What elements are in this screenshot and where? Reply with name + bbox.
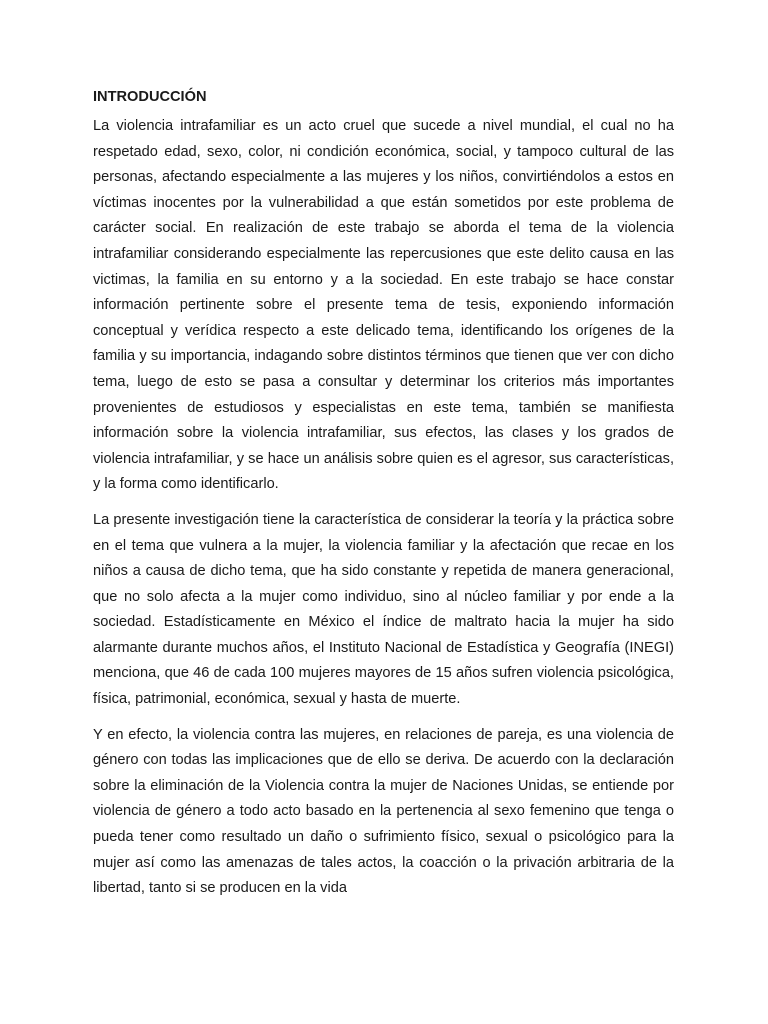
document-body	[93, 86, 674, 912]
section-heading: INTRODUCCIÓN	[93, 89, 207, 105]
paragraph-3: Y en efecto, la violencia contra las mujeres, en relaciones de pareja, es una violencia de género con todas las implicaciones que de ello se deriva. De acuerdo con la declaración sobre la eliminación de la Violencia contra la mujer de Naciones Unidas, se entiende por violencia de género a todo acto basado en la pertenencia al sexo femenino que tenga o pueda tener como resultado un daño o sufrimiento físico, sexual o psicológico para la mujer así como las amenazas de tales actos, la coacción o la privación arbitraria de la libertad, tanto si se producen en la vida	[93, 726, 674, 897]
paragraph-2: La presente investigación tiene la característica de considerar la teoría y la práctica sobre en el tema que vulnera a la mujer, la violencia familiar y la afectación que recae en los niños a causa de dicho tema, que ha sido constante y repetida de manera generacional, que no solo afecta a la mujer como individuo, sino al núcleo familiar y por ende a la sociedad. Estadísticamente en México el índice de maltrato hacia la mujer ha sido alarmante durante muchos años, el Instituto Nacional de Estadística y Geografía (INEGI) menciona, que 46 de cada 100 mujeres mayores de 15 años sufren violencia psicológica, física, patrimonial, económica, sexual y hasta de muerte.	[93, 511, 674, 708]
paragraph-1: La violencia intrafamiliar es un acto cruel que sucede a nivel mundial, el cual no ha respetado edad, sexo, color, ni condición económica, social, y tampoco cultural de las personas, afectando especialmente a las mujeres y los niños, convirtiéndolos a estos en víctimas inocentes por la vulnerabilidad a que están sometidos por este problema de carácter social. En realización de este trabajo se aborda el tema de la violencia intrafamiliar considerando especialmente las repercusiones que este delito causa en las victimas, la familia en su entorno y a la sociedad. En este trabajo se hace constar información pertinente sobre el presente tema de tesis, exponiendo información conceptual y verídica respecto a este delicado tema, identificando los orígenes de la familia y su importancia, indagando sobre distintos términos que tienen que ver con dicho tema, luego de esto se pasa a consultar y determinar los criterios más importantes provenientes de estudiosos y especialistas en este tema, también se manifiesta información sobre la violencia intrafamiliar, sus efectos, las clases y los grados de violencia intrafamiliar, y se hace un análisis sobre quien es el agresor, sus características, y la forma como identificarlo.	[93, 118, 674, 493]
